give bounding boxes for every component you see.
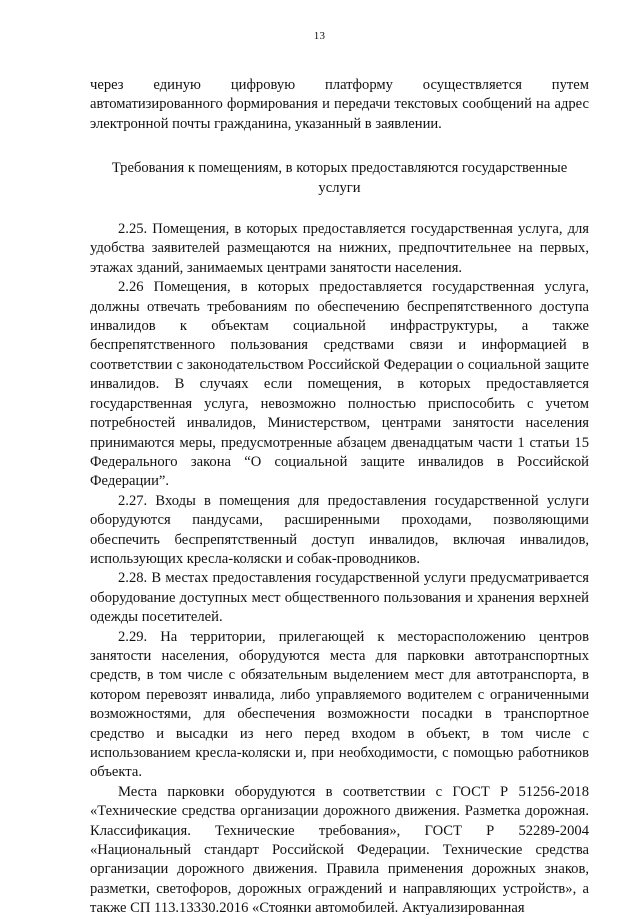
document-body: [90, 76, 589, 919]
paragraph-2-27: 2.27. Входы в помещения для предоставления государственной услуги оборудуются пандусами, расширенными проходами, позволяющими обеспечить беспрепятственный доступ инвалидов, включая инвалидов, использующих кресла-коляски и собак-проводников.: [90, 492, 589, 567]
intro-paragraph: через единую цифровую платформу осуществляется путем автоматизированного формирования и передачи текстовых сообщений на адрес электронной почты гражданина, указанный в заявлении.: [90, 77, 589, 132]
section-heading: Требования к помещениям, в которых предоставляются государственные услуги: [111, 160, 568, 196]
paragraph-2-26: 2.26 Помещения, в которых предоставляется государственная услуга, должны отвечать требованиям по обеспечению беспрепятственного доступа инвалидов к объектам социальной инфраструктуры, а также беспрепятственного пользования средствами связи и информацией в соответствии с законодательством Российской Федерации о социальной защите инвалидов. В случаях если помещения, в которых предоставляется государственная услуга, невозможно полностью приспособить с учетом потребностей инвалидов, Министерством, центрами занятости населения принимаются меры, предусмотренные абзацем двенадцатым части 1 статьи 15 Федерального закона “О социальной защите инвалидов в Российской Федерации”.: [90, 279, 589, 490]
paragraph-2-28: 2.28. В местах предоставления государственной услуги предусматривается оборудование доступных мест общественного пользования и хранения верхней одежды посетителей.: [90, 570, 589, 626]
paragraph-2-29: 2.29. На территории, прилегающей к месторасположению центров занятости населения, оборудуются места для парковки автотранспортных средств, в том числе с обязательным выделением мест для автотранспорта, в котором перевозят инвалида, либо управляемого водителем с ограниченными возможностями, для обеспечения возможности посадки в транспортное средство и высадки из него перед входом в объект, в том числе с использованием кресла-коляски и, при необходимости, с помощью работников объекта.: [90, 628, 589, 781]
page-number: 13: [313, 30, 326, 42]
paragraph-2-25: 2.25. Помещения, в которых предоставляется государственная услуга, для удобства заявителей размещаются на нижних, предпочтительнее на первых, этажах зданий, занимаемых центрами занятости населения.: [90, 221, 589, 276]
paragraph-parking: Места парковки оборудуются в соответствии с ГОСТ Р 51256-2018 «Технические средства организации дорожного движения. Разметка дорожная. Классификация. Технические требования», ГОСТ Р 52289-2004 «Национальный стандарт Российской Федерации. Технические средства организации дорожного движения. Правила применения дорожных знаков, разметки, светофоров, дорожных ограждений и направляющих устройств», а также СП 113.13330.2016 «Стоянки автомобилей. Актуализированная: [90, 783, 589, 917]
